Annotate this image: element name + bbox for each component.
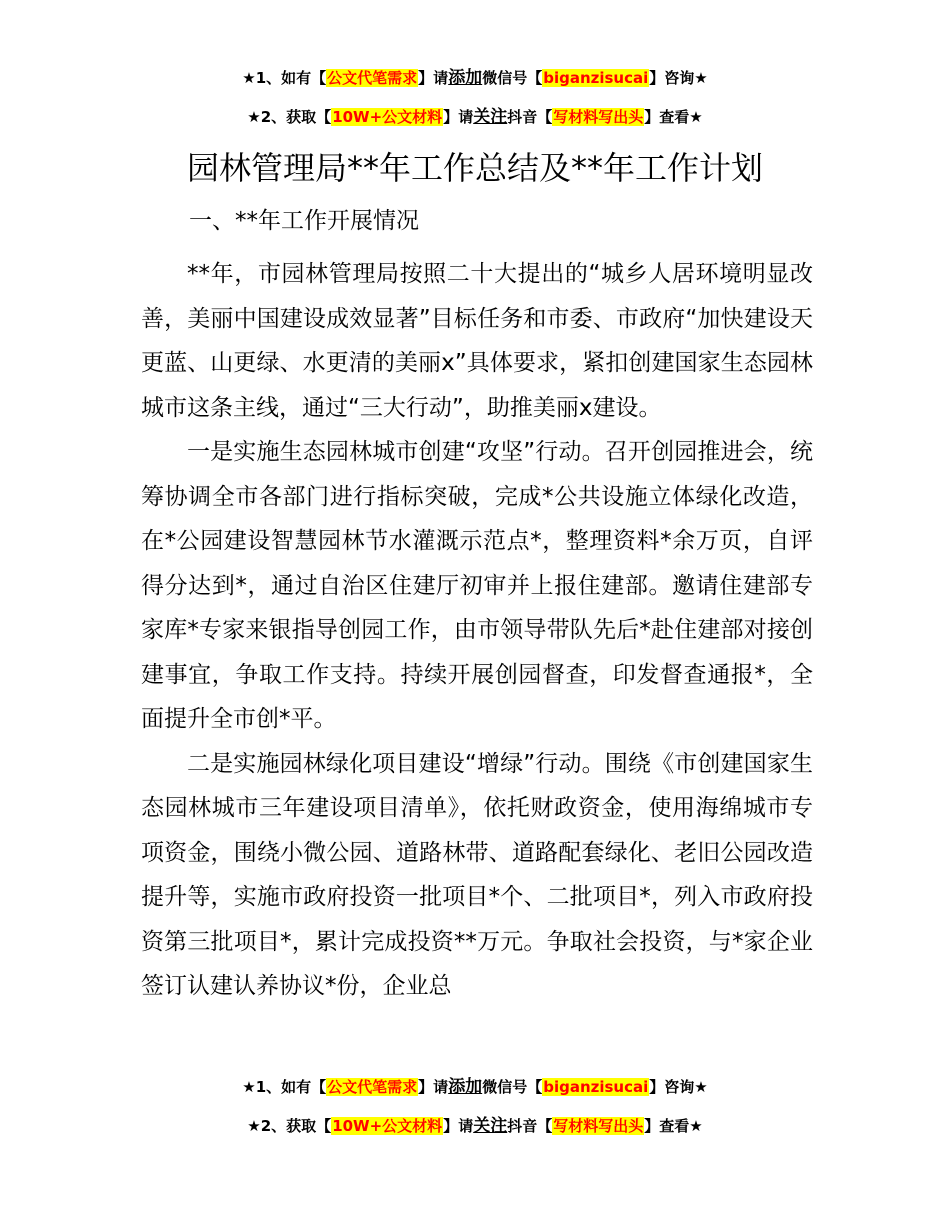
promo-underlined: 关注 — [473, 107, 508, 127]
promo-underlined: 添加 — [448, 68, 483, 88]
bottom-promo-line-2 — [0, 1115, 950, 1137]
paragraph-first-action: 一是实施生态园林城市创建“攻坚”行动。召开创园推进会，统筹协调全市各部门进行指标突破，完成*公共设施立体绿化改造，在*公园建设智慧园林节水灌溉示范点*，整理资料*余万页，自评得分达到*，通过自治区住建厅初审并上报住建部。邀请住建部专家库*专家来银指导创园工作，由市领导带队先后*赴住建部对接创建事宜，争取工作支持。持续开展创园督查，印发督查通报*，全面提升全市创*平。 — [141, 439, 813, 732]
promo-text: 】请 — [418, 69, 449, 87]
promo-suffix: 】查看★ — [644, 108, 703, 126]
promo-text: 】请 — [443, 1117, 474, 1135]
promo-prefix: ★2、获取【 — [247, 108, 332, 126]
promo-text: 抖音【 — [507, 108, 553, 126]
top-promo-line-2 — [0, 106, 950, 128]
promo-text: 微信号【 — [482, 1078, 543, 1096]
promo-highlight: 10W+公文材料 — [332, 1117, 443, 1135]
bottom-promo-line-1 — [0, 1076, 950, 1098]
promo-text: 】请 — [443, 108, 474, 126]
promo-prefix: ★1、如有【 — [242, 69, 327, 87]
wechat-id-highlight: biganzisucai — [543, 1078, 649, 1096]
top-promo-line-1 — [0, 67, 950, 89]
paragraph-second-action: 二是实施园林绿化项目建设“增绿”行动。围绕《市创建国家生态园林城市三年建设项目清单》，依托财政资金，使用海绵城市专项资金，围绕小微公园、道路林带、道路配套绿化、老旧公园改造提升等，实施市政府投资一批项目*个、二批项目*，列入市政府投资第三批项目*，累计完成投资**万元。争取社会投资，与*家企业签订认建认养协议*份，企业总 — [141, 750, 813, 999]
promo-prefix: ★1、如有【 — [242, 1078, 327, 1096]
wechat-id-highlight: biganzisucai — [543, 69, 649, 87]
document-body — [141, 252, 813, 1009]
promo-highlight: 10W+公文材料 — [332, 108, 443, 126]
douyin-highlight: 写材料写出头 — [553, 108, 644, 126]
paragraph-intro: **年，市园林管理局按照二十大提出的“城乡人居环境明显改善，美丽中国建设成效显著”目标任务和市委、市政府“加快建设天更蓝、山更绿、水更清的美丽x”具体要求，紧扣创建国家生态园林城市这条主线，通过“三大行动”，助推美丽x建设。 — [141, 261, 813, 421]
promo-suffix: 】咨询★ — [649, 69, 708, 87]
promo-underlined: 关注 — [473, 1116, 508, 1136]
promo-underlined: 添加 — [448, 1077, 483, 1097]
promo-text: 】请 — [418, 1078, 449, 1096]
promo-highlight: 公文代笔需求 — [327, 69, 418, 87]
document-title: 园林管理局**年工作总结及**年工作计划 — [186, 149, 763, 187]
promo-prefix: ★2、获取【 — [247, 1117, 332, 1135]
section-heading: 一、**年工作开展情况 — [189, 208, 419, 234]
promo-highlight: 公文代笔需求 — [327, 1078, 418, 1096]
promo-text: 抖音【 — [507, 1117, 553, 1135]
promo-text: 微信号【 — [482, 69, 543, 87]
promo-suffix: 】查看★ — [644, 1117, 703, 1135]
promo-suffix: 】咨询★ — [649, 1078, 708, 1096]
douyin-highlight: 写材料写出头 — [553, 1117, 644, 1135]
